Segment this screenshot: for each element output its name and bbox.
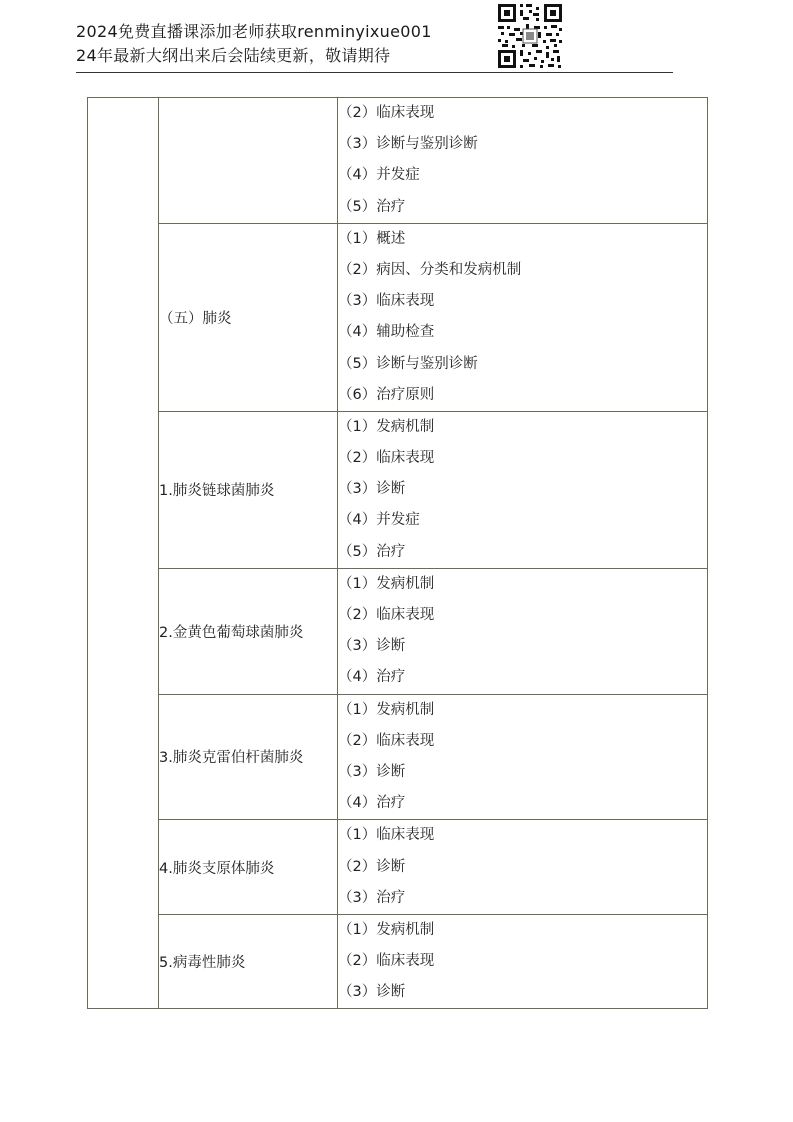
list-item: （3）诊断 <box>338 481 406 498</box>
list-item: （1）发病机制 <box>338 575 435 592</box>
list-item: （1）临床表现 <box>338 827 435 844</box>
table-row <box>88 914 708 1009</box>
list-item: （4）治疗 <box>338 795 406 812</box>
list-item: （3）诊断 <box>338 638 406 655</box>
list-item: （4）并发症 <box>338 512 420 529</box>
list-item: （4）治疗 <box>338 669 406 686</box>
list-item: （1）发病机制 <box>338 921 435 938</box>
items-cell <box>338 568 708 694</box>
topic-cell: （五）肺炎 <box>159 223 338 411</box>
topic-cell: 3.肺炎克雷伯杆菌肺炎 <box>159 694 338 820</box>
items-cell <box>338 411 708 568</box>
list-item: （4）辅助检查 <box>338 324 435 341</box>
table-row <box>88 820 708 915</box>
table-row <box>88 411 708 568</box>
list-item: （2）临床表现 <box>338 732 435 749</box>
list-item: （1）发病机制 <box>338 701 435 718</box>
header-divider <box>76 72 673 73</box>
items-cell <box>338 820 708 915</box>
topic-cell: 5.病毒性肺炎 <box>159 914 338 1009</box>
header-update-line: 24年最新大纲出来后会陆续更新，敬请期待 <box>76 46 391 65</box>
list-item: （3）临床表现 <box>338 293 435 310</box>
syllabus-table-body <box>88 98 708 1009</box>
list-item: （3）诊断 <box>338 984 406 1001</box>
header-promo-line: 2024免费直播课添加老师获取renminyixue001 <box>76 22 432 41</box>
list-item: （5）诊断与鉴别诊断 <box>338 355 478 372</box>
list-item: （5）治疗 <box>338 198 406 215</box>
list-item: （3）诊断与鉴别诊断 <box>338 136 478 153</box>
items-cell <box>338 223 708 411</box>
list-item: （1）概述 <box>338 230 406 247</box>
list-item: （2）临床表现 <box>338 105 435 121</box>
syllabus-table <box>87 97 708 1009</box>
list-item: （2）临床表现 <box>338 450 435 467</box>
topic-cell: 4.肺炎支原体肺炎 <box>159 820 338 915</box>
list-item: （5）治疗 <box>338 543 406 560</box>
list-item: （3）诊断 <box>338 763 406 780</box>
unit-cell <box>88 98 159 1009</box>
list-item: （4）并发症 <box>338 167 420 184</box>
list-item: （2）临床表现 <box>338 953 435 970</box>
list-item: （1）发病机制 <box>338 418 435 435</box>
list-item: （3）治疗 <box>338 889 406 906</box>
list-item: （2）病因、分类和发病机制 <box>338 261 522 278</box>
items-cell <box>338 914 708 1009</box>
table-row <box>88 568 708 694</box>
page-header <box>76 20 476 68</box>
topic-cell <box>159 98 338 224</box>
items-cell <box>338 98 708 224</box>
list-item: （6）治疗原则 <box>338 386 435 403</box>
list-item: （2）诊断 <box>338 858 406 875</box>
table-row <box>88 223 708 411</box>
topic-cell: 1.肺炎链球菌肺炎 <box>159 411 338 568</box>
list-item: （2）临床表现 <box>338 607 435 623</box>
items-cell <box>338 694 708 820</box>
table-row <box>88 98 708 224</box>
table-row <box>88 694 708 820</box>
topic-cell: 2.金黄色葡萄球菌肺炎 <box>159 568 338 694</box>
qr-code-icon <box>496 2 564 70</box>
